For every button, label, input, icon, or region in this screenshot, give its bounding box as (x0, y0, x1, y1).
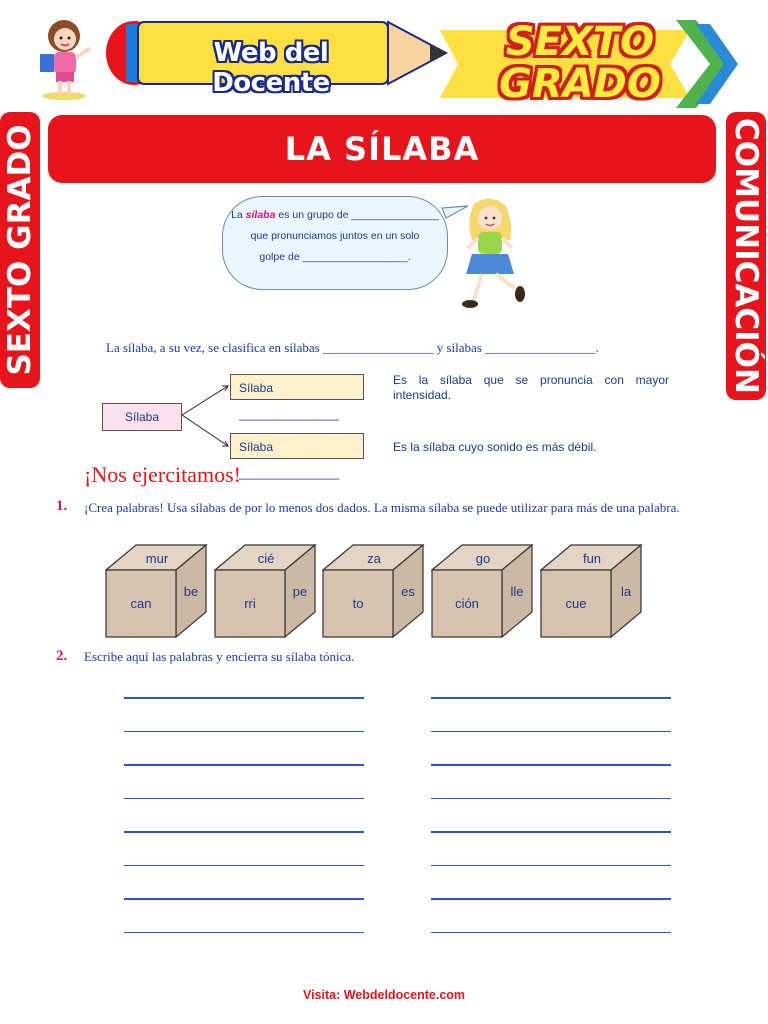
die-side-syllable: pe (292, 584, 308, 599)
die-top-syllable: fun (582, 551, 602, 566)
answer-line[interactable] (124, 865, 364, 867)
diagram-top-description: Es la sílaba que se pronuncia con mayor intensidad. (393, 373, 669, 402)
answer-line[interactable] (431, 932, 671, 934)
exercise-2-number: 2. (56, 648, 68, 664)
answer-line[interactable] (431, 731, 671, 733)
answer-line[interactable] (431, 865, 671, 867)
girl-illustration (452, 196, 532, 314)
syllable-die (540, 544, 644, 640)
die-top-syllable: mur (145, 551, 169, 566)
die-side-syllable: la (620, 584, 632, 599)
diagram-bottom-description: Es la sílaba cuyo sonido es más débil. (393, 440, 597, 454)
answer-line[interactable] (431, 798, 671, 800)
die-front-syllable: to (352, 596, 364, 611)
page-title: LA SÍLABA (284, 130, 480, 168)
die-side-syllable: es (401, 584, 415, 599)
teacher-illustration (34, 14, 100, 100)
die-front-syllable: ción (455, 596, 479, 611)
site-logo-text: Web del Docente (212, 38, 330, 98)
die-side-syllable: be (183, 584, 199, 599)
bubble-line-1: La sílaba es un grupo de _______________ (231, 209, 439, 221)
die-top-syllable: go (475, 551, 491, 566)
bubble-line-3: golpe de __________________. (259, 251, 411, 263)
answer-line[interactable] (431, 831, 671, 833)
syllable-die (431, 544, 535, 640)
syllable-die (105, 544, 209, 640)
title-banner (48, 115, 716, 183)
die-front-syllable: can (130, 596, 152, 611)
exercise-2-text: Escribe aquí las palabras y encierra su sílaba tónica. (84, 649, 355, 664)
classification-sentence: La sílaba, a su vez, se clasifica en sílabas _________________ y sílabas _________________. (106, 340, 599, 355)
answer-line[interactable] (124, 764, 364, 766)
grade-word-1: SEXTO (505, 19, 655, 65)
die-side-syllable: lle (510, 584, 524, 599)
die-front-syllable: cue (565, 596, 587, 611)
answer-line[interactable] (124, 898, 364, 900)
diagram-bottom-box: Sílaba _______________ (230, 433, 364, 459)
speech-bubble (222, 196, 448, 290)
footer-link[interactable]: Visita: Webdeldocente.com (302, 988, 466, 1002)
die-front-syllable: rri (244, 596, 256, 611)
answer-line[interactable] (124, 697, 364, 699)
answer-line[interactable] (431, 898, 671, 900)
answer-line[interactable] (124, 731, 364, 733)
exercise-1-text: ¡Crea palabras! Usa sílabas de por lo menos dos dados. La misma sílaba se puede utilizar para más de una palabra. (84, 500, 680, 515)
diagram-root-box: Sílaba (102, 403, 182, 431)
diagram-top-box: Sílaba _______________ (230, 374, 364, 400)
diagram-branch-arrows (180, 380, 232, 450)
exercise-1-number: 1. (56, 498, 68, 514)
answer-line[interactable] (431, 697, 671, 699)
bubble-line-2: que pronunciamos juntos en un solo (250, 230, 420, 242)
keyword-silaba: sílaba (245, 209, 276, 221)
side-tab-left-label: SEXTO GRADO (2, 124, 38, 376)
side-tab-right-label: COMUNICACIÓN (728, 118, 764, 394)
answer-line[interactable] (124, 798, 364, 800)
die-top-syllable: za (367, 551, 381, 566)
die-top-syllable: cié (257, 551, 275, 566)
syllable-die (214, 544, 318, 640)
syllable-die (322, 544, 426, 640)
answer-line[interactable] (124, 932, 364, 934)
grade-word-2: GRADO (499, 61, 661, 107)
answer-line[interactable] (124, 831, 364, 833)
answer-line[interactable] (431, 764, 671, 766)
exercises-heading: ¡Nos ejercitamos! (84, 462, 241, 487)
